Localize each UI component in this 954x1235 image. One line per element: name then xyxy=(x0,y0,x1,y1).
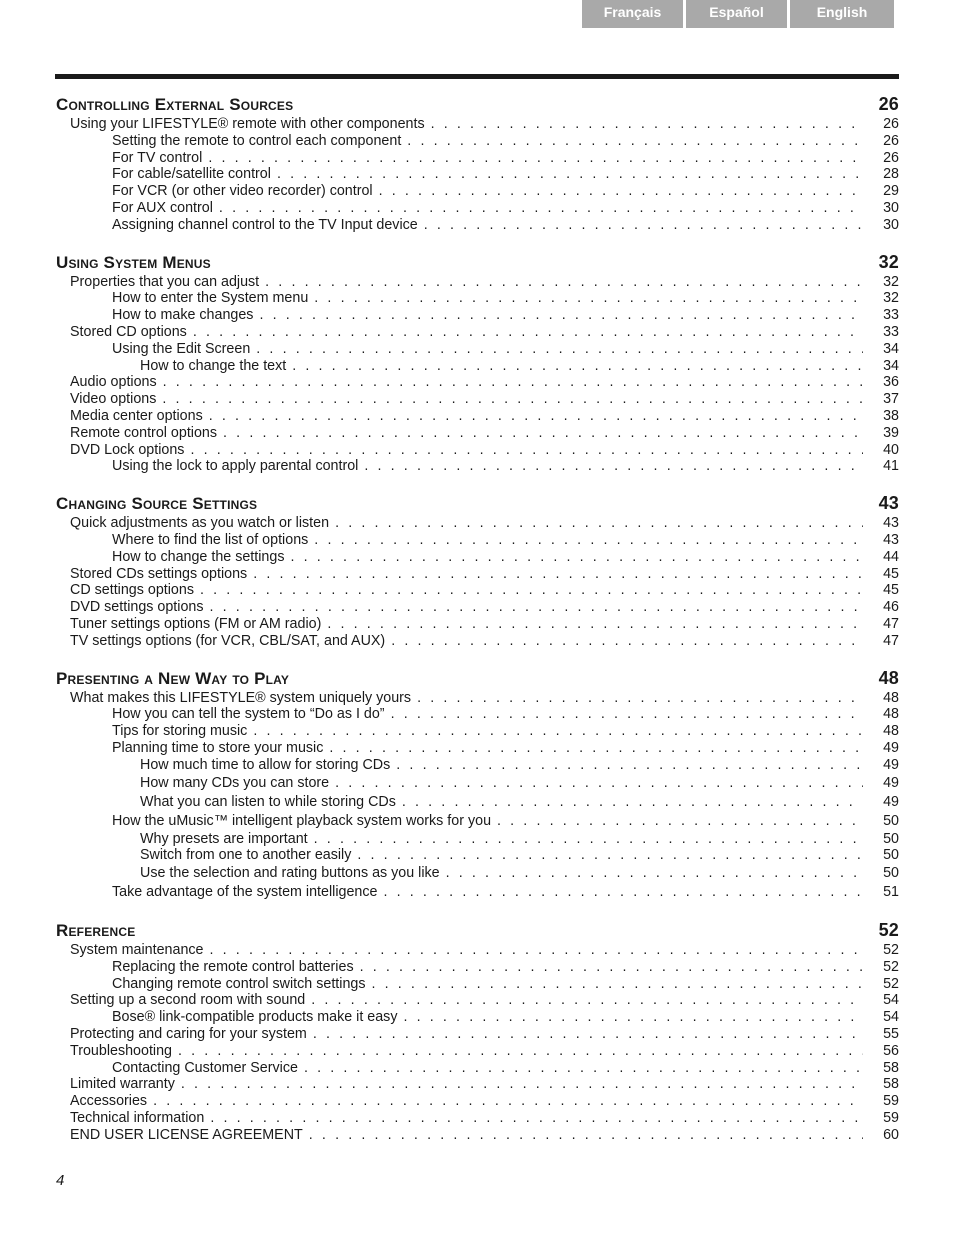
entry-page-number: 51 xyxy=(883,884,899,901)
toc-entry[interactable] xyxy=(56,1060,899,1077)
toc-section xyxy=(56,667,899,903)
toc-entry[interactable] xyxy=(56,690,899,707)
entry-label: Limited warranty xyxy=(70,1076,175,1093)
dot-leader xyxy=(391,706,863,723)
dot-leader xyxy=(309,1127,863,1144)
entry-page-number: 45 xyxy=(883,565,899,582)
section-page-number: 43 xyxy=(878,493,899,514)
toc-entry[interactable] xyxy=(56,166,899,183)
toc-section xyxy=(56,93,899,234)
toc-entry[interactable] xyxy=(56,740,899,757)
entry-label: How you can tell the system to “Do as I do” xyxy=(112,706,385,723)
entry-page-number: 59 xyxy=(883,1110,899,1127)
entry-page-number: 49 xyxy=(883,793,899,810)
toc-entry[interactable] xyxy=(56,442,899,459)
entry-page-number: 43 xyxy=(883,531,899,548)
entry-label: Planning time to store your music xyxy=(112,739,324,756)
toc-entry[interactable] xyxy=(56,1009,899,1026)
toc-section xyxy=(56,251,899,476)
dot-leader xyxy=(277,166,863,183)
section-page-number: 52 xyxy=(878,920,899,941)
entry-page-number: 50 xyxy=(883,830,899,847)
entry-page-number: 59 xyxy=(883,1093,899,1110)
entry-label: System maintenance xyxy=(70,942,204,959)
entry-label: How to enter the System menu xyxy=(112,290,309,307)
toc-entry[interactable] xyxy=(56,1127,899,1144)
toc-entry[interactable] xyxy=(56,566,899,583)
entry-label: Switch from one to another easily xyxy=(140,847,352,864)
entry-page-number: 36 xyxy=(883,374,899,391)
dot-leader xyxy=(403,1009,863,1026)
section-page-number: 26 xyxy=(878,94,899,114)
entry-page-number: 40 xyxy=(883,441,899,458)
dot-leader xyxy=(256,341,863,358)
entry-label: Using the Edit Screen xyxy=(112,340,251,357)
dot-leader xyxy=(253,566,863,583)
dot-leader xyxy=(391,633,863,650)
page-number: 4 xyxy=(56,1172,65,1189)
entry-page-number: 49 xyxy=(883,774,899,791)
toc-entry[interactable] xyxy=(56,217,899,234)
entry-label: How much time to allow for storing CDs xyxy=(140,756,391,773)
dot-leader xyxy=(290,549,863,566)
entry-label: Tuner settings options (FM or AM radio) xyxy=(70,615,322,632)
toc-entry[interactable] xyxy=(56,616,899,633)
dot-leader xyxy=(265,274,863,291)
toc-entry[interactable] xyxy=(56,358,899,375)
entry-page-number: 49 xyxy=(883,739,899,756)
entry-page-number: 48 xyxy=(883,723,899,740)
entry-label: Stored CDs settings options xyxy=(70,565,248,582)
section-title: Changing Source Settings xyxy=(56,494,258,514)
entry-label: For cable/satellite control xyxy=(112,166,271,183)
entry-label: Use the selection and rating buttons as you like xyxy=(140,865,440,882)
dot-leader xyxy=(223,425,863,442)
entry-label: Media center options xyxy=(70,407,203,424)
dot-leader xyxy=(383,883,863,902)
dot-leader xyxy=(417,690,863,707)
entry-label: Audio options xyxy=(70,374,157,391)
toc-entry[interactable] xyxy=(56,723,899,740)
toc-section xyxy=(56,492,899,649)
toc-entry[interactable] xyxy=(56,992,899,1009)
dot-leader xyxy=(396,757,863,774)
toc-entry[interactable] xyxy=(56,812,899,831)
toc-entry[interactable] xyxy=(56,757,899,774)
entry-page-number: 47 xyxy=(883,615,899,632)
section-page-number: 48 xyxy=(878,667,899,688)
toc-entry[interactable] xyxy=(56,1043,899,1060)
entry-page-number: 58 xyxy=(883,1059,899,1076)
dot-leader xyxy=(210,599,863,616)
dot-leader xyxy=(200,582,863,599)
entry-page-number: 58 xyxy=(883,1076,899,1093)
dot-leader xyxy=(357,847,863,864)
dot-leader xyxy=(313,1026,863,1043)
section-heading[interactable] xyxy=(56,492,899,514)
entry-label: For AUX control xyxy=(112,199,213,216)
toc-entry[interactable] xyxy=(56,847,899,864)
entry-label: Protecting and caring for your system xyxy=(70,1026,307,1043)
entry-label: Remote control options xyxy=(70,424,218,441)
section-page-number: 32 xyxy=(878,251,899,272)
entry-page-number: 52 xyxy=(883,958,899,975)
toc-entry[interactable] xyxy=(56,290,899,307)
entry-label: Using your LIFESTYLE® remote with other components xyxy=(70,116,425,132)
toc-entry[interactable] xyxy=(56,582,899,599)
dot-leader xyxy=(163,374,863,391)
entry-page-number: 52 xyxy=(883,975,899,992)
entry-page-number: 54 xyxy=(883,992,899,1009)
toc-entry[interactable] xyxy=(56,150,899,167)
dot-leader xyxy=(178,1043,863,1060)
dot-leader xyxy=(314,532,863,549)
entry-label: For TV control xyxy=(112,149,203,166)
toc-entry[interactable] xyxy=(56,183,899,200)
toc-entry[interactable] xyxy=(56,1093,899,1110)
dot-leader xyxy=(424,217,863,234)
dot-leader xyxy=(190,442,863,459)
toc-entry[interactable] xyxy=(56,324,899,341)
section-heading[interactable] xyxy=(56,667,899,689)
toc-entry[interactable] xyxy=(56,1076,899,1093)
toc-entry[interactable] xyxy=(56,1026,899,1043)
entry-page-number: 33 xyxy=(883,323,899,340)
header-rule xyxy=(55,74,899,79)
entry-label: DVD Lock options xyxy=(70,441,185,458)
entry-page-number: 26 xyxy=(883,132,899,149)
toc-entry[interactable] xyxy=(56,341,899,358)
entry-label: How to change the text xyxy=(140,357,287,374)
toc-entry[interactable] xyxy=(56,1110,899,1127)
dot-leader xyxy=(335,515,863,532)
toc-entry[interactable] xyxy=(56,425,899,442)
entry-page-number: 34 xyxy=(883,340,899,357)
dot-leader xyxy=(372,976,864,993)
toc-entry[interactable] xyxy=(56,515,899,532)
entry-page-number: 50 xyxy=(883,847,899,864)
entry-label: For VCR (or other video recorder) control xyxy=(112,183,373,200)
entry-page-number: 37 xyxy=(883,391,899,408)
dot-leader xyxy=(193,324,863,341)
dot-leader xyxy=(292,358,863,375)
entry-page-number: 30 xyxy=(883,216,899,233)
entry-page-number: 52 xyxy=(883,942,899,959)
entry-label: Setting up a second room with sound xyxy=(70,992,306,1009)
section-title: Using System Menus xyxy=(56,252,211,272)
entry-page-number: 32 xyxy=(883,273,899,290)
entry-page-number: 30 xyxy=(883,199,899,216)
dot-leader xyxy=(327,616,863,633)
toc-entry[interactable] xyxy=(56,774,899,793)
toc-entry[interactable] xyxy=(56,200,899,217)
toc-entry[interactable] xyxy=(56,633,899,650)
dot-leader xyxy=(364,458,863,475)
entry-page-number: 39 xyxy=(883,424,899,441)
entry-label: Technical information xyxy=(70,1110,205,1127)
dot-leader xyxy=(360,959,863,976)
dot-leader xyxy=(446,864,863,883)
entry-label: Bose® link-compatible products make it easy xyxy=(112,1009,398,1026)
entry-label: Quick adjustments as you watch or listen xyxy=(70,515,330,532)
entry-page-number: 44 xyxy=(883,548,899,565)
entry-label: Stored CD options xyxy=(70,323,187,340)
entry-label: Take advantage of the system intelligence xyxy=(112,884,378,901)
entry-label: Replacing the remote control batteries xyxy=(112,958,354,975)
tab-francais[interactable]: Français xyxy=(582,0,683,28)
dot-leader xyxy=(253,723,863,740)
tab-espanol[interactable]: Español xyxy=(686,0,787,28)
entry-label: Changing remote control switch settings xyxy=(112,975,366,992)
toc-entry[interactable] xyxy=(56,408,899,425)
entry-page-number: 48 xyxy=(883,706,899,723)
entry-label: How to change the settings xyxy=(112,548,285,565)
entry-page-number: 34 xyxy=(883,357,899,374)
dot-leader xyxy=(219,200,863,217)
entry-page-number: 32 xyxy=(883,290,899,307)
dot-leader xyxy=(431,116,863,133)
toc-entry[interactable] xyxy=(56,116,899,133)
entry-page-number: 60 xyxy=(883,1126,899,1143)
dot-leader xyxy=(210,1110,863,1127)
entry-label: Contacting Customer Service xyxy=(112,1059,298,1076)
dot-leader xyxy=(379,183,863,200)
dot-leader xyxy=(208,150,863,167)
entry-page-number: 26 xyxy=(883,149,899,166)
entry-page-number: 54 xyxy=(883,1009,899,1026)
entry-page-number: 28 xyxy=(883,166,899,183)
toc-entry[interactable] xyxy=(56,599,899,616)
tab-english[interactable]: English xyxy=(790,0,894,28)
dot-leader xyxy=(329,740,863,757)
toc-section xyxy=(56,919,899,1144)
toc-entry[interactable] xyxy=(56,133,899,150)
toc-entry[interactable] xyxy=(56,274,899,291)
toc-entry[interactable] xyxy=(56,458,899,475)
toc-entry[interactable] xyxy=(56,942,899,959)
toc-entry[interactable] xyxy=(56,374,899,391)
dot-leader xyxy=(210,942,863,959)
language-tabs xyxy=(582,0,894,28)
dot-leader xyxy=(153,1093,863,1110)
entry-label: Troubleshooting xyxy=(70,1042,172,1059)
entry-page-number: 55 xyxy=(883,1026,899,1043)
dot-leader xyxy=(497,812,863,831)
entry-label: Where to find the list of options xyxy=(112,531,309,548)
toc-entry[interactable] xyxy=(56,391,899,408)
section-title: Controlling External Sources xyxy=(56,95,294,114)
toc-entry[interactable] xyxy=(56,976,899,993)
entry-label: TV settings options (for VCR, CBL/SAT, and AUX) xyxy=(70,632,386,649)
entry-label: Video options xyxy=(70,391,157,408)
section-heading[interactable] xyxy=(56,919,899,941)
entry-page-number: 33 xyxy=(883,307,899,324)
entry-label: How the uMusic™ intelligent playback system works for you xyxy=(112,812,492,829)
entry-page-number: 38 xyxy=(883,407,899,424)
entry-label: Accessories xyxy=(70,1093,148,1110)
entry-page-number: 45 xyxy=(883,582,899,599)
toc-entry[interactable] xyxy=(56,549,899,566)
dot-leader xyxy=(314,831,863,848)
dot-leader xyxy=(259,307,863,324)
toc-entry[interactable] xyxy=(56,706,899,723)
dot-leader xyxy=(304,1060,863,1077)
dot-leader xyxy=(162,391,863,408)
table-of-contents xyxy=(56,93,899,1161)
entry-page-number: 56 xyxy=(883,1042,899,1059)
entry-page-number: 49 xyxy=(883,756,899,773)
dot-leader xyxy=(402,793,863,812)
entry-label: How many CDs you can store xyxy=(140,774,330,791)
entry-label: Properties that you can adjust xyxy=(70,273,260,290)
entry-page-number: 26 xyxy=(883,116,899,132)
dot-leader xyxy=(407,133,863,150)
toc-entry[interactable] xyxy=(56,864,899,883)
entry-label: DVD settings options xyxy=(70,599,204,616)
entry-label: What makes this LIFESTYLE® system uniquely yours xyxy=(70,689,412,706)
entry-label: Tips for storing music xyxy=(112,723,248,740)
toc-entry[interactable] xyxy=(56,959,899,976)
entry-label: How to make changes xyxy=(112,307,254,324)
entry-page-number: 48 xyxy=(883,689,899,706)
entry-label: Assigning channel control to the TV Input device xyxy=(112,216,418,233)
entry-label: END USER LICENSE AGREEMENT xyxy=(70,1126,303,1143)
toc-entry[interactable] xyxy=(56,831,899,848)
section-heading[interactable] xyxy=(56,93,899,115)
dot-leader xyxy=(209,408,863,425)
toc-entry[interactable] xyxy=(56,532,899,549)
entry-label: What you can listen to while storing CDs xyxy=(140,793,396,810)
toc-entry[interactable] xyxy=(56,883,899,902)
entry-page-number: 43 xyxy=(883,515,899,532)
entry-label: Setting the remote to control each component xyxy=(112,132,402,149)
dot-leader xyxy=(314,290,863,307)
entry-page-number: 50 xyxy=(883,865,899,882)
entry-label: Using the lock to apply parental control xyxy=(112,458,359,475)
entry-label: CD settings options xyxy=(70,582,194,599)
entry-page-number: 46 xyxy=(883,599,899,616)
entry-page-number: 41 xyxy=(883,458,899,475)
section-title: Presenting a New Way to Play xyxy=(56,668,290,688)
entry-page-number: 29 xyxy=(883,183,899,200)
entry-page-number: 47 xyxy=(883,632,899,649)
entry-label: Why presets are important xyxy=(140,830,308,847)
dot-leader xyxy=(181,1076,863,1093)
toc-entry[interactable] xyxy=(56,793,899,812)
entry-page-number: 50 xyxy=(883,812,899,829)
section-title: Reference xyxy=(56,921,136,941)
dot-leader xyxy=(311,992,863,1009)
dot-leader xyxy=(335,774,863,793)
toc-entry[interactable] xyxy=(56,307,899,324)
section-heading[interactable] xyxy=(56,251,899,273)
